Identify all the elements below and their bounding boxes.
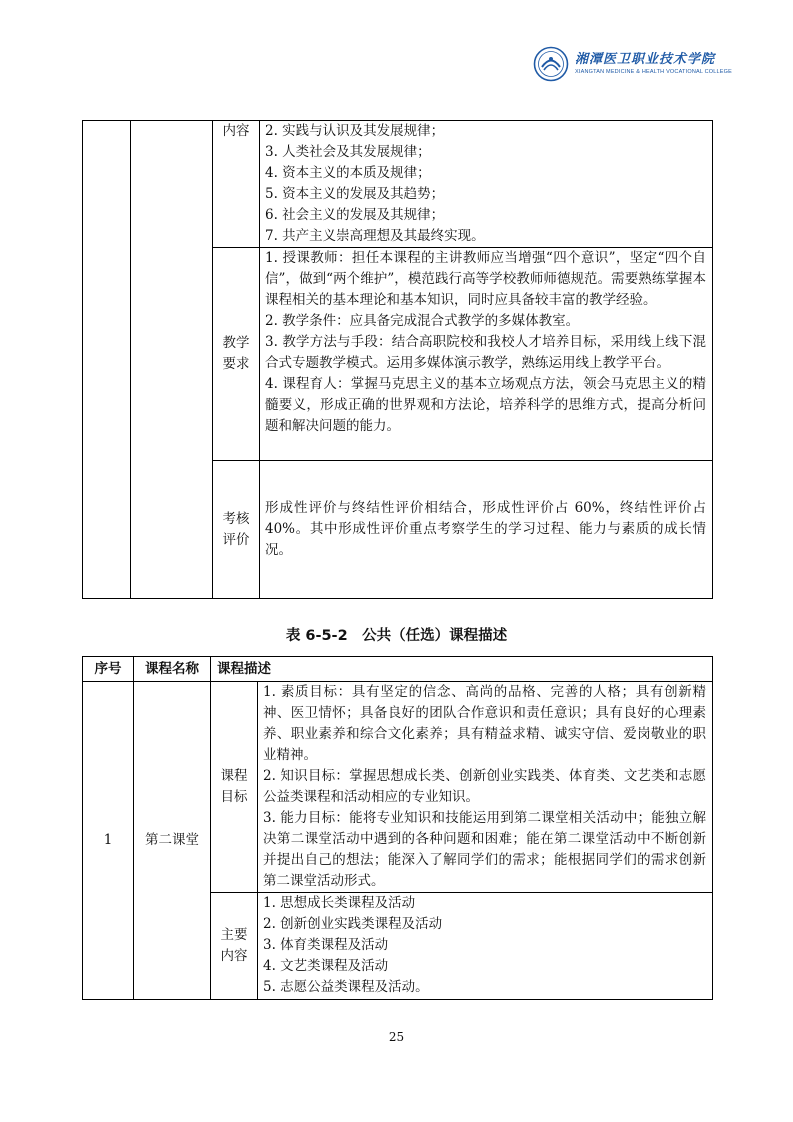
header-course-name: 课程名称 — [134, 657, 211, 682]
content-cell — [260, 121, 713, 248]
content-label-cell — [213, 121, 260, 248]
main-content-label: 主要 — [220, 927, 248, 943]
logo-english-name: XIANGTAN MEDICINE & HEALTH VOCATIONAL COLLEGE — [575, 68, 733, 75]
main-content-item: 1. 思想成长类课程及活动 — [263, 895, 416, 911]
page-number: 25 — [388, 1030, 405, 1044]
elective-course-table — [82, 656, 713, 1000]
table-caption: 表 6-5-2 公共（任选）课程描述 — [285, 628, 508, 644]
assessment-label-cell — [213, 461, 260, 599]
course-name: 第二课堂 — [145, 832, 199, 848]
objective-item: 1. 素质目标：具有坚定的信念、高尚的品格、完善的人格；具有创新精神、医卫情怀；具备良好的团队合作意识和责任意识；具有良好的心理素养、职业素养和综合文化素养；具有精益求精、诚实守信、爱岗敬业的职业精神。 — [263, 684, 706, 763]
main-content-item: 3. 体育类课程及活动 — [263, 937, 389, 953]
course-name-cell — [131, 121, 213, 599]
main-content-item: 2. 创新创业实践类课程及活动 — [263, 916, 443, 932]
main-content-item: 4. 文艺类课程及活动 — [263, 958, 389, 974]
content-item: 6. 社会主义的发展及其规律； — [265, 207, 445, 223]
assessment-label: 评价 — [222, 531, 250, 548]
main-content-label: 内容 — [220, 948, 248, 964]
content-item: 7. 共产主义崇高理想及其最终实现。 — [265, 228, 485, 244]
content-item: 2. 实践与认识及其发展规律； — [265, 123, 445, 139]
teaching-requirement-item: 2. 教学条件：应具备完成混合式教学的多媒体教室。 — [265, 313, 580, 329]
main-content-cell — [258, 893, 713, 1000]
assessment-label: 考核 — [222, 510, 250, 527]
main-content-item: 5. 志愿公益类课程及活动。 — [263, 979, 429, 995]
content-item: 3. 人类社会及其发展规律； — [265, 144, 431, 160]
assessment-cell — [260, 461, 713, 599]
objectives-cell — [258, 682, 713, 893]
header-course-description: 课程描述 — [211, 657, 713, 682]
college-emblem-icon — [533, 46, 569, 82]
content-item: 5. 资本主义的发展及其趋势； — [265, 186, 445, 202]
course-table-continued — [82, 120, 713, 599]
course-name-cell — [134, 682, 211, 1000]
college-logo — [533, 44, 733, 84]
content-label: 内容 — [222, 123, 250, 139]
row-number: 1 — [103, 832, 113, 848]
teaching-requirements-label: 要求 — [222, 356, 250, 372]
logo-chinese-name: 湘潭医卫职业技术学院 — [575, 51, 716, 67]
objectives-label: 课程 — [220, 768, 248, 784]
main-content-label-cell — [211, 893, 258, 1000]
teaching-requirement-item: 3. 教学方法与手段：结合高职院校和我校人才培养目标，采用线上线下混合式专题教学模式。运用多媒体演示教学，熟练运用线上教学平台。 — [265, 334, 706, 371]
assessment-text: 形成性评价与终结性评价相结合，形成性评价占 60%，终结性评价占 40%。其中形成性评价重点考察学生的学习过程、能力与素质的成长情况。 — [265, 500, 706, 558]
objective-item: 2. 知识目标：掌握思想成长类、创新创业实践类、体育类、文艺类和志愿公益类课程和活动相应的专业知识。 — [263, 768, 706, 805]
objective-item: 3. 能力目标：能将专业知识和技能运用到第二课堂相关活动中；能独立解决第二课堂活动中遇到的各种问题和困难；能在第二课堂活动中不断创新并提出自己的想法；能深入了解同学们的需求；能根据同学们的需求创新第二课堂活动形式。 — [263, 810, 706, 889]
row-number-cell — [83, 121, 131, 599]
row-number-cell — [83, 682, 134, 1000]
objectives-label-cell — [211, 682, 258, 893]
teaching-requirements-label-cell — [213, 248, 260, 461]
header-row-number: 序号 — [83, 657, 134, 682]
teaching-requirement-item: 4. 课程育人：掌握马克思主义的基本立场观点方法，领会马克思主义的精髓要义，形成正确的世界观和方法论，培养科学的思维方式，提高分析问题和解决问题的能力。 — [265, 376, 706, 434]
objectives-label: 目标 — [220, 789, 248, 805]
content-item: 4. 资本主义的本质及规律； — [265, 165, 431, 181]
teaching-requirements-cell — [260, 248, 713, 461]
teaching-requirements-label: 教学 — [222, 335, 250, 351]
teaching-requirement-item: 1. 授课教师：担任本课程的主讲教师应当增强“四个意识”，坚定“四个自信”，做到“两个维护”，模范践行高等学校教师师德规范。需要熟练掌握本课程相关的基本理论和基本知识，同时应具备较丰富的教学经验。 — [265, 250, 706, 308]
